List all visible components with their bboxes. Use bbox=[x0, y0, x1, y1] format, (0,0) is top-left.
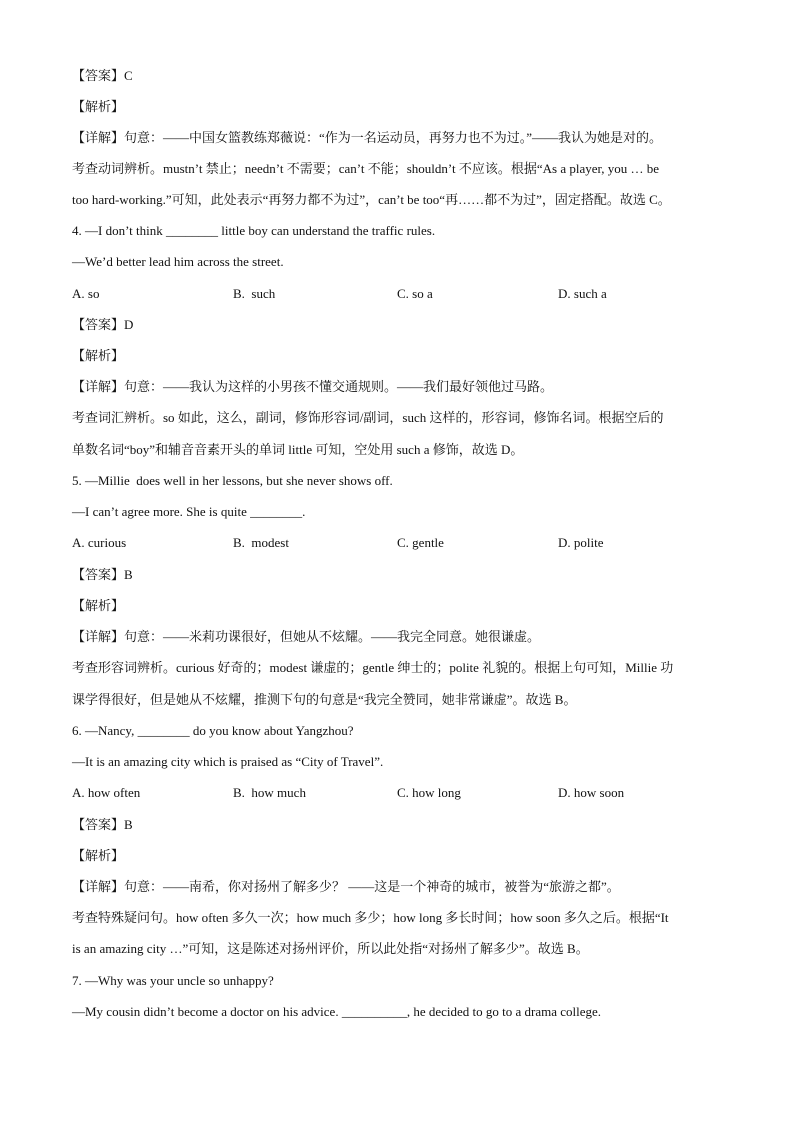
analysis-label: 【解析】 bbox=[72, 348, 125, 363]
answer-line: 【答案】D bbox=[72, 317, 134, 332]
detail-line: 【详解】句意：——南希，你对扬州了解多少？ ——这是一个神奇的城市，被誉为“旅游之都”。 bbox=[72, 879, 620, 894]
option-d: D. how soon bbox=[558, 785, 625, 800]
detail-line: 【详解】句意：——中国女篮教练郑薇说：“作为一名运动员，再努力也不为过。”——我认为她是对的。 bbox=[72, 130, 663, 145]
analysis-label: 【解析】 bbox=[72, 598, 125, 613]
explanation-line: 考查动词辨析。mustn’t 禁止；needn’t 不需要；can’t 不能；shouldn’t 不应该。根据“As a player, you … be bbox=[72, 161, 660, 176]
explanation-line: too hard-working.”可知，此处表示“再努力都不为过”，can’t be too“再……都不为过”，固定搭配。故选 C。 bbox=[72, 192, 671, 207]
explanation-line: 考查形容词辨析。curious 好奇的；modest 谦虚的；gentle 绅士的；polite 礼貌的。根据上句可知，Millie 功 bbox=[72, 660, 674, 675]
question-7-reply: —My cousin didn’t become a doctor on his advice. __________, he decided to go to a drama college. bbox=[72, 1004, 602, 1019]
option-a: A. so bbox=[72, 286, 100, 301]
detail-line: 【详解】句意：——我认为这样的小男孩不懂交通规则。——我们最好领他过马路。 bbox=[72, 379, 554, 394]
question-6-reply: —It is an amazing city which is praised as “City of Travel”. bbox=[72, 754, 384, 769]
question-4-stem: 4. —I don’t think ________ little boy can understand the traffic rules. bbox=[72, 223, 436, 238]
answer-line: 【答案】C bbox=[72, 68, 133, 83]
answer-line: 【答案】B bbox=[72, 567, 133, 582]
explanation-line: 考查特殊疑问句。how often 多久一次；how much 多少；how long 多长时间；how soon 多久之后。根据“It bbox=[72, 910, 669, 925]
option-a: A. curious bbox=[72, 535, 127, 550]
explanation-line: 考查词汇辨析。so 如此，这么，副词，修饰形容词/副词，such 这样的，形容词，修饰名词。根据空后的 bbox=[72, 410, 664, 425]
detail-line: 【详解】句意：——米莉功课很好，但她从不炫耀。——我完全同意。她很谦虚。 bbox=[72, 629, 541, 644]
explanation-line: 课学得很好，但是她从不炫耀，推测下句的句意是“我完全赞同，她非常谦虚”。故选 B。 bbox=[72, 692, 577, 707]
question-6-stem: 6. —Nancy, ________ do you know about Yangzhou? bbox=[72, 723, 354, 738]
option-b: B. how much bbox=[233, 785, 306, 800]
option-a: A. how often bbox=[72, 785, 141, 800]
analysis-label: 【解析】 bbox=[72, 99, 125, 114]
option-d: D. such a bbox=[558, 286, 607, 301]
option-c: C. how long bbox=[397, 785, 461, 800]
answer-line: 【答案】B bbox=[72, 817, 133, 832]
explanation-line: 单数名词“boy”和辅音音素开头的单词 little 可知，空处用 such a 修饰，故选 D。 bbox=[72, 442, 524, 457]
analysis-label: 【解析】 bbox=[72, 848, 125, 863]
option-b: B. modest bbox=[233, 535, 289, 550]
option-b: B. such bbox=[233, 286, 276, 301]
question-5-stem: 5. —Millie does well in her lessons, but she never shows off. bbox=[72, 473, 393, 488]
explanation-line: is an amazing city …”可知，这是陈述对扬州评价，所以此处指“对扬州了解多少”。故选 B。 bbox=[72, 941, 589, 956]
option-c: C. so a bbox=[397, 286, 433, 301]
question-4-reply: —We’d better lead him across the street. bbox=[72, 254, 284, 269]
question-7-stem: 7. —Why was your uncle so unhappy? bbox=[72, 973, 274, 988]
option-c: C. gentle bbox=[397, 535, 444, 550]
question-5-reply: —I can’t agree more. She is quite ________. bbox=[72, 504, 306, 519]
option-d: D. polite bbox=[558, 535, 604, 550]
